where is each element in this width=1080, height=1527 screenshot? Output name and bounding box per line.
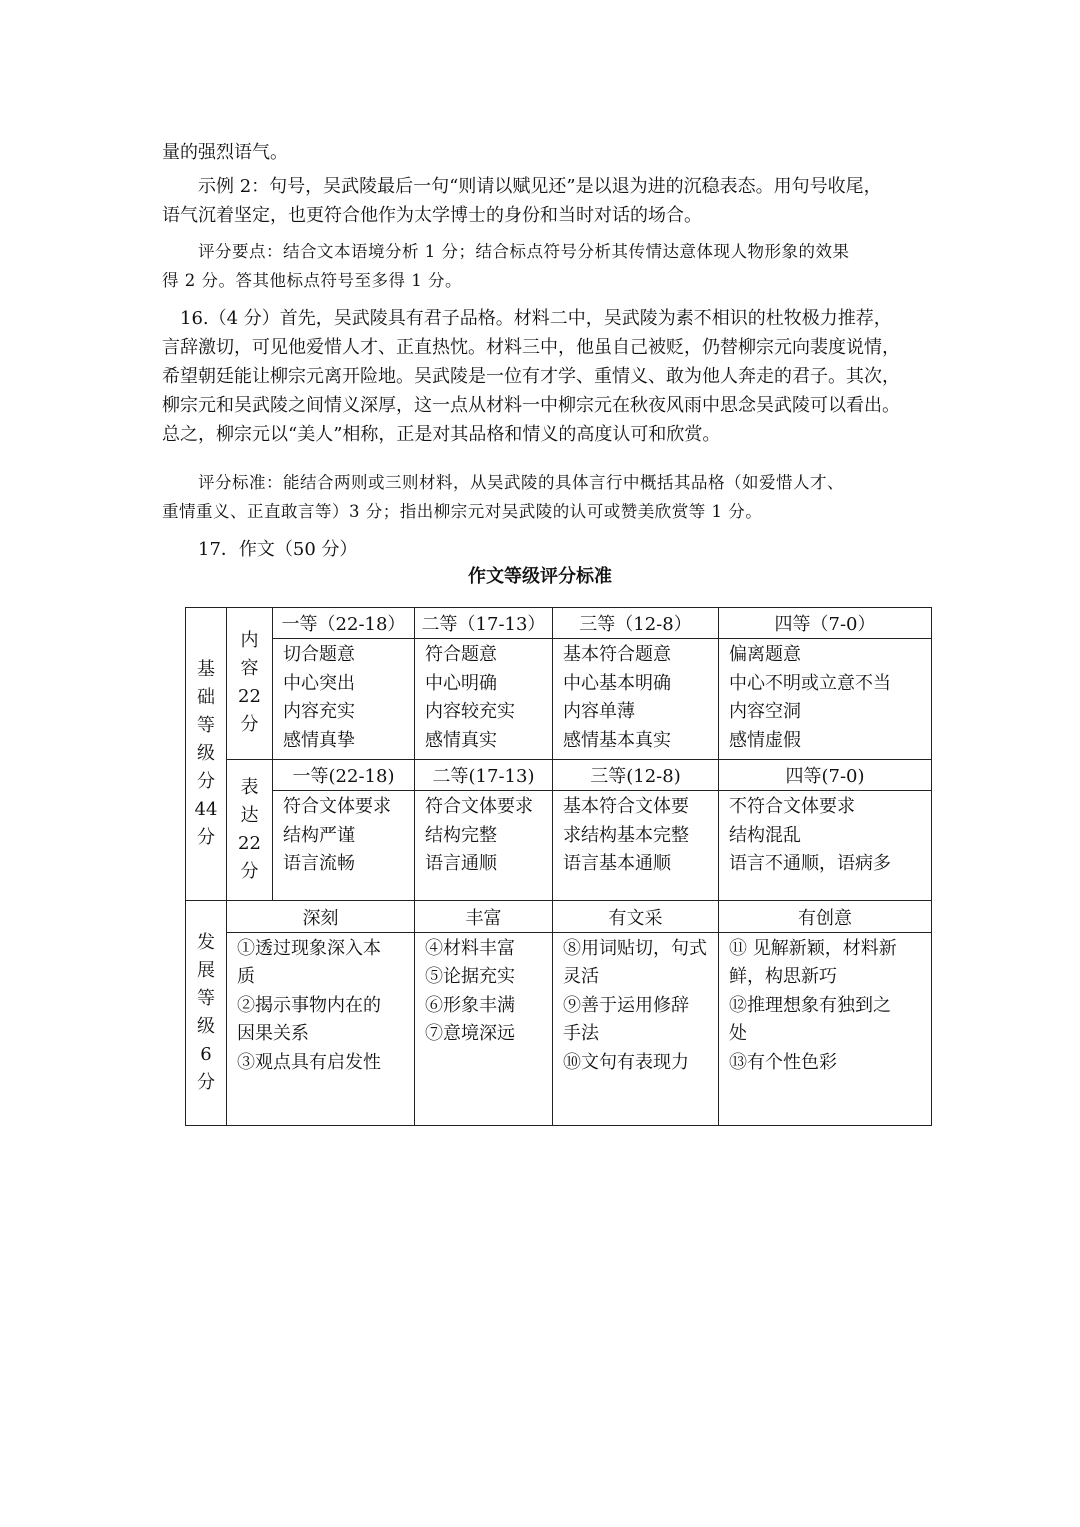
content-header-1: 一等（22-18） bbox=[273, 608, 415, 639]
development-header-row bbox=[186, 901, 932, 932]
paragraph-scoring-standard-16: 评分标准：能结合两则或三则材料，从吴武陵的具体言行中概括其品格（如爱惜人才、 重情重义、正直敢言等）3 分；指出柳宗元对吴武陵的认可或赞美欣赏等 1 分。 bbox=[162, 473, 844, 521]
expression-label: 表 达 22 分 bbox=[227, 759, 273, 901]
table-title: 作文等级评分标准 bbox=[468, 566, 612, 587]
development-header-3: 有文采 bbox=[553, 901, 719, 932]
expression-cell-2: 符合文体要求 结构完整 语言通顺 bbox=[415, 791, 553, 901]
expression-header-1: 一等(22-18) bbox=[273, 759, 415, 790]
basic-grade-label: 基 础 等 级 分 44 分 bbox=[186, 608, 227, 901]
content-header-4: 四等（7-0） bbox=[719, 608, 932, 639]
expression-header-4: 四等(7-0) bbox=[719, 759, 932, 790]
development-header-4: 有创意 bbox=[719, 901, 932, 932]
content-header-2: 二等（17-13） bbox=[415, 608, 553, 639]
content-criteria-row bbox=[186, 639, 932, 759]
development-header-2: 丰富 bbox=[415, 901, 553, 932]
content-header-3: 三等（12-8） bbox=[553, 608, 719, 639]
expression-header-3: 三等(12-8) bbox=[553, 759, 719, 790]
development-cell-1: ①透过现象深入本 质 ②揭示事物内在的 因果关系 ③观点具有启发性 bbox=[227, 932, 415, 1125]
expression-cell-3: 基本符合文体要 求结构基本完整 语言基本通顺 bbox=[553, 791, 719, 901]
content-header-row bbox=[186, 608, 932, 639]
content-cell-3: 基本符合题意 中心基本明确 内容单薄 感情基本真实 bbox=[553, 639, 719, 759]
content-cell-2: 符合题意 中心明确 内容较充实 感情真实 bbox=[415, 639, 553, 759]
expression-cell-4: 不符合文体要求 结构混乱 语言不通顺，语病多 bbox=[719, 791, 932, 901]
question-17-heading: 17．作文（50 分） bbox=[198, 539, 358, 560]
development-cell-2: ④材料丰富 ⑤论据充实 ⑥形象丰满 ⑦意境深远 bbox=[415, 932, 553, 1125]
development-header-1: 深刻 bbox=[227, 901, 415, 932]
expression-header-2: 二等(17-13) bbox=[415, 759, 553, 790]
development-criteria-row bbox=[186, 932, 932, 1125]
expression-criteria-row bbox=[186, 791, 932, 901]
paragraph-continuation: 量的强烈语气。 bbox=[162, 142, 288, 163]
essay-grading-table bbox=[185, 607, 932, 1126]
paragraph-example-2: 示例 2：句号，吴武陵最后一句“则请以赋见还”是以退为进的沉稳表态。用句号收尾， 语气沉着坚定，也更符合他作为太学博士的身份和当时对话的场合。 bbox=[162, 176, 882, 226]
development-cell-4: ⑪ 见解新颖，材料新 鲜，构思新巧 ⑫推理想象有独到之 处 ⑬有个性色彩 bbox=[719, 932, 932, 1125]
content-cell-4: 偏离题意 中心不明或立意不当 内容空洞 感情虚假 bbox=[719, 639, 932, 759]
paragraph-scoring-points-15: 评分要点：结合文本语境分析 1 分；结合标点符号分析其传情达意体现人物形象的效果 得 2 分。答其他标点符号至多得 1 分。 bbox=[162, 242, 850, 290]
content-label: 内 容 22 分 bbox=[227, 608, 273, 760]
expression-cell-1: 符合文体要求 结构严谨 语言流畅 bbox=[273, 791, 415, 901]
development-grade-label: 发 展 等 级 6 分 bbox=[186, 901, 227, 1126]
development-cell-3: ⑧用词贴切，句式 灵活 ⑨善于运用修辞 手法 ⑩文句有表现力 bbox=[553, 932, 719, 1125]
content-cell-1: 切合题意 中心突出 内容充实 感情真挚 bbox=[273, 639, 415, 759]
paragraph-answer-16: 16.（4 分）首先，吴武陵具有君子品格。材料二中，吴武陵为素不相识的杜牧极力推荐， 言辞激切，可见他爱惜人才、正直热忱。材料三中，他虽自己被贬，仍替柳宗元向裴度说情， 希望朝廷能让柳宗元离开险地。吴武陵是一位有才学、重情义、敢为他人奔走的君子。其次， 柳宗元和吴武陵之间情义深厚，这一点从材料一中柳宗元在秋夜风雨中思念吴武陵可以看出。 总之，柳宗元以“美人”相称，正是对其品格和情义的高度认可和欣赏。 bbox=[162, 308, 900, 445]
expression-header-row bbox=[186, 759, 932, 790]
